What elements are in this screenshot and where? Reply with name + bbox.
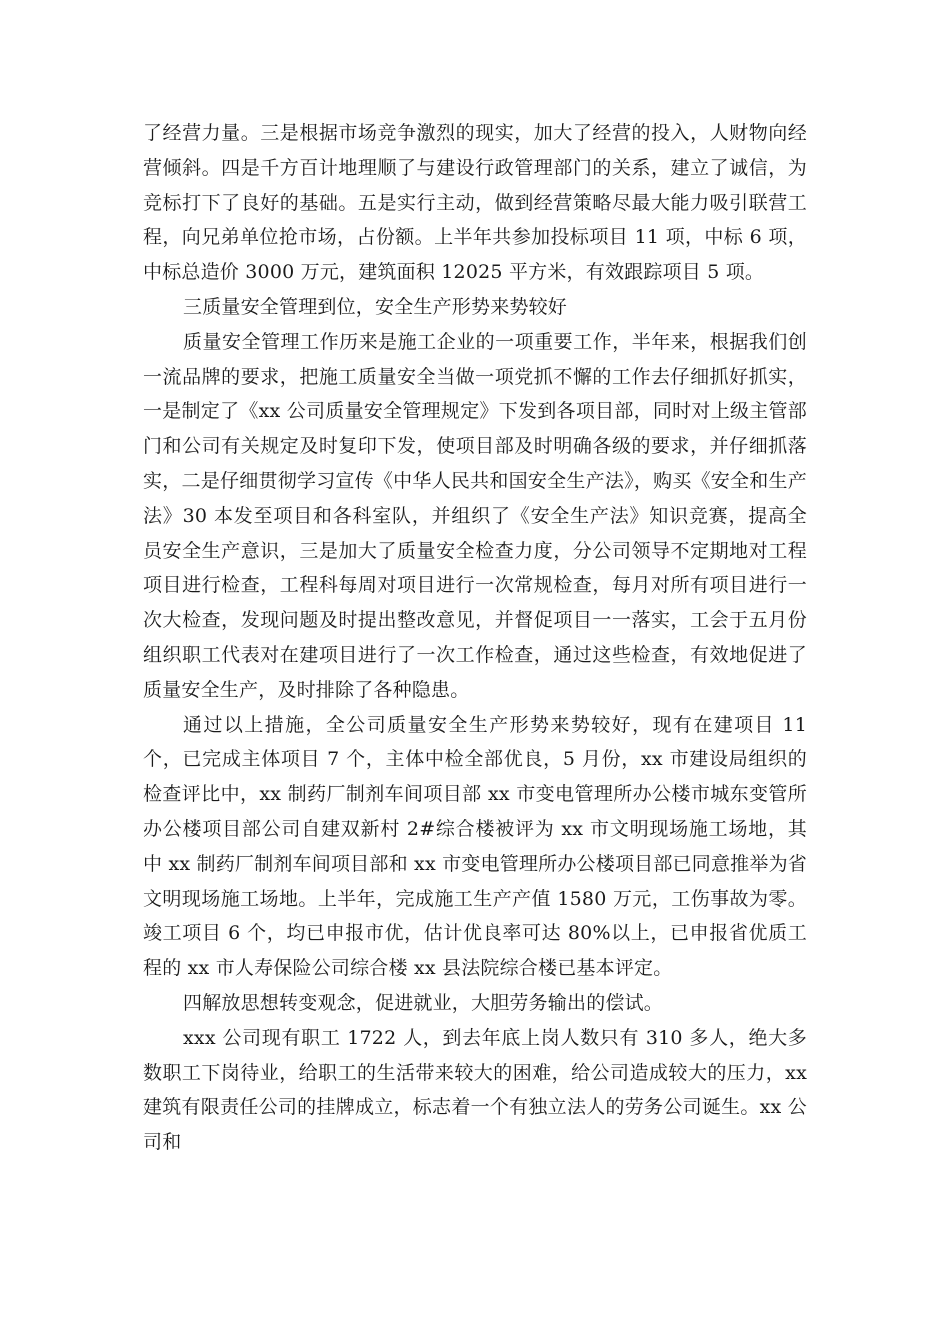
paragraph-safety-results: 通过以上措施，全公司质量安全生产形势来势较好，现有在建项目 11 个，已完成主体项目 7 个，主体中检全部优良，5 月份，xx 市建设局组织的检查评比中，xx 制药厂制剂车间项目部 xx 市变电管理所办公楼市城东变管所办公楼项目部公司自建双新村 2#综合楼被评为 xx 市文明现场施工场地，其中 xx 制药厂制剂车间项目部和 xx 市变电管理所办公楼项目部已同意推举为省文明现场施工场地。上半年，完成施工生产产值 1580 万元，工伤事故为零。竣工项目 6 个，均已申报市优，估计优良率可达 80%以上，已申报省优质工程的 xx 市人寿保险公司综合楼 xx 县法院综合楼已基本评定。 [143, 713, 807, 980]
section-heading-labor-export: 四解放思想转变观念，促进就业，大胆劳务输出的偿试。 [183, 991, 664, 1014]
document-body [143, 116, 807, 1160]
paragraph-business-expansion: 了经营力量。三是根据市场竞争激烈的现实，加大了经营的投入，人财物向经营倾斜。四是千方百计地理顺了与建设行政管理部门的关系，建立了诚信，为竞标打下了良好的基础。五是实行主动，做到经营策略尽最大能力吸引联营工程，向兄弟单位抢市场，占份额。上半年共参加投标项目 11 项，中标 6 项，中标总造价 3000 万元，建筑面积 12025 平方米，有效跟踪项目 5 项。 [143, 122, 807, 284]
section-heading-quality-safety: 三质量安全管理到位，安全生产形势来势较好 [183, 295, 568, 318]
paragraph-quality-safety-management: 质量安全管理工作历来是施工企业的一项重要工作，半年来，根据我们创一流品牌的要求，把施工质量安全当做一项党抓不懈的工作去仔细抓好抓实，一是制定了《xx 公司质量安全管理规定》下发到各项目部，同时对上级主管部门和公司有关规定及时复印下发，使项目部及时明确各级的要求，并仔细抓落实，二是仔细贯彻学习宣传《中华人民共和国安全生产法》，购买《安全和生产法》30 本发至项目和各科室队，并组织了《安全生产法》知识竞赛，提高全员安全生产意识，三是加大了质量安全检查力度，分公司领导不定期地对工程项目进行检查，工程科每周对项目进行一次常规检查，每月对所有项目进行一次大检查，发现问题及时提出整改意见，并督促项目一一落实，工会于五月份组织职工代表对在建项目进行了一次工作检查，通过这些检查，有效地促进了质量安全生产，及时排除了各种隐患。 [143, 330, 807, 701]
paragraph-labor-company: xxx 公司现有职工 1722 人，到去年底上岗人数只有 310 多人，绝大多数职工下岗待业，给职工的生活带来较大的困难，给公司造成较大的压力，xx 建筑有限责任公司的挂牌成立，标志着一个有独立法人的劳务公司诞生。xx 公司和 [143, 1026, 807, 1154]
